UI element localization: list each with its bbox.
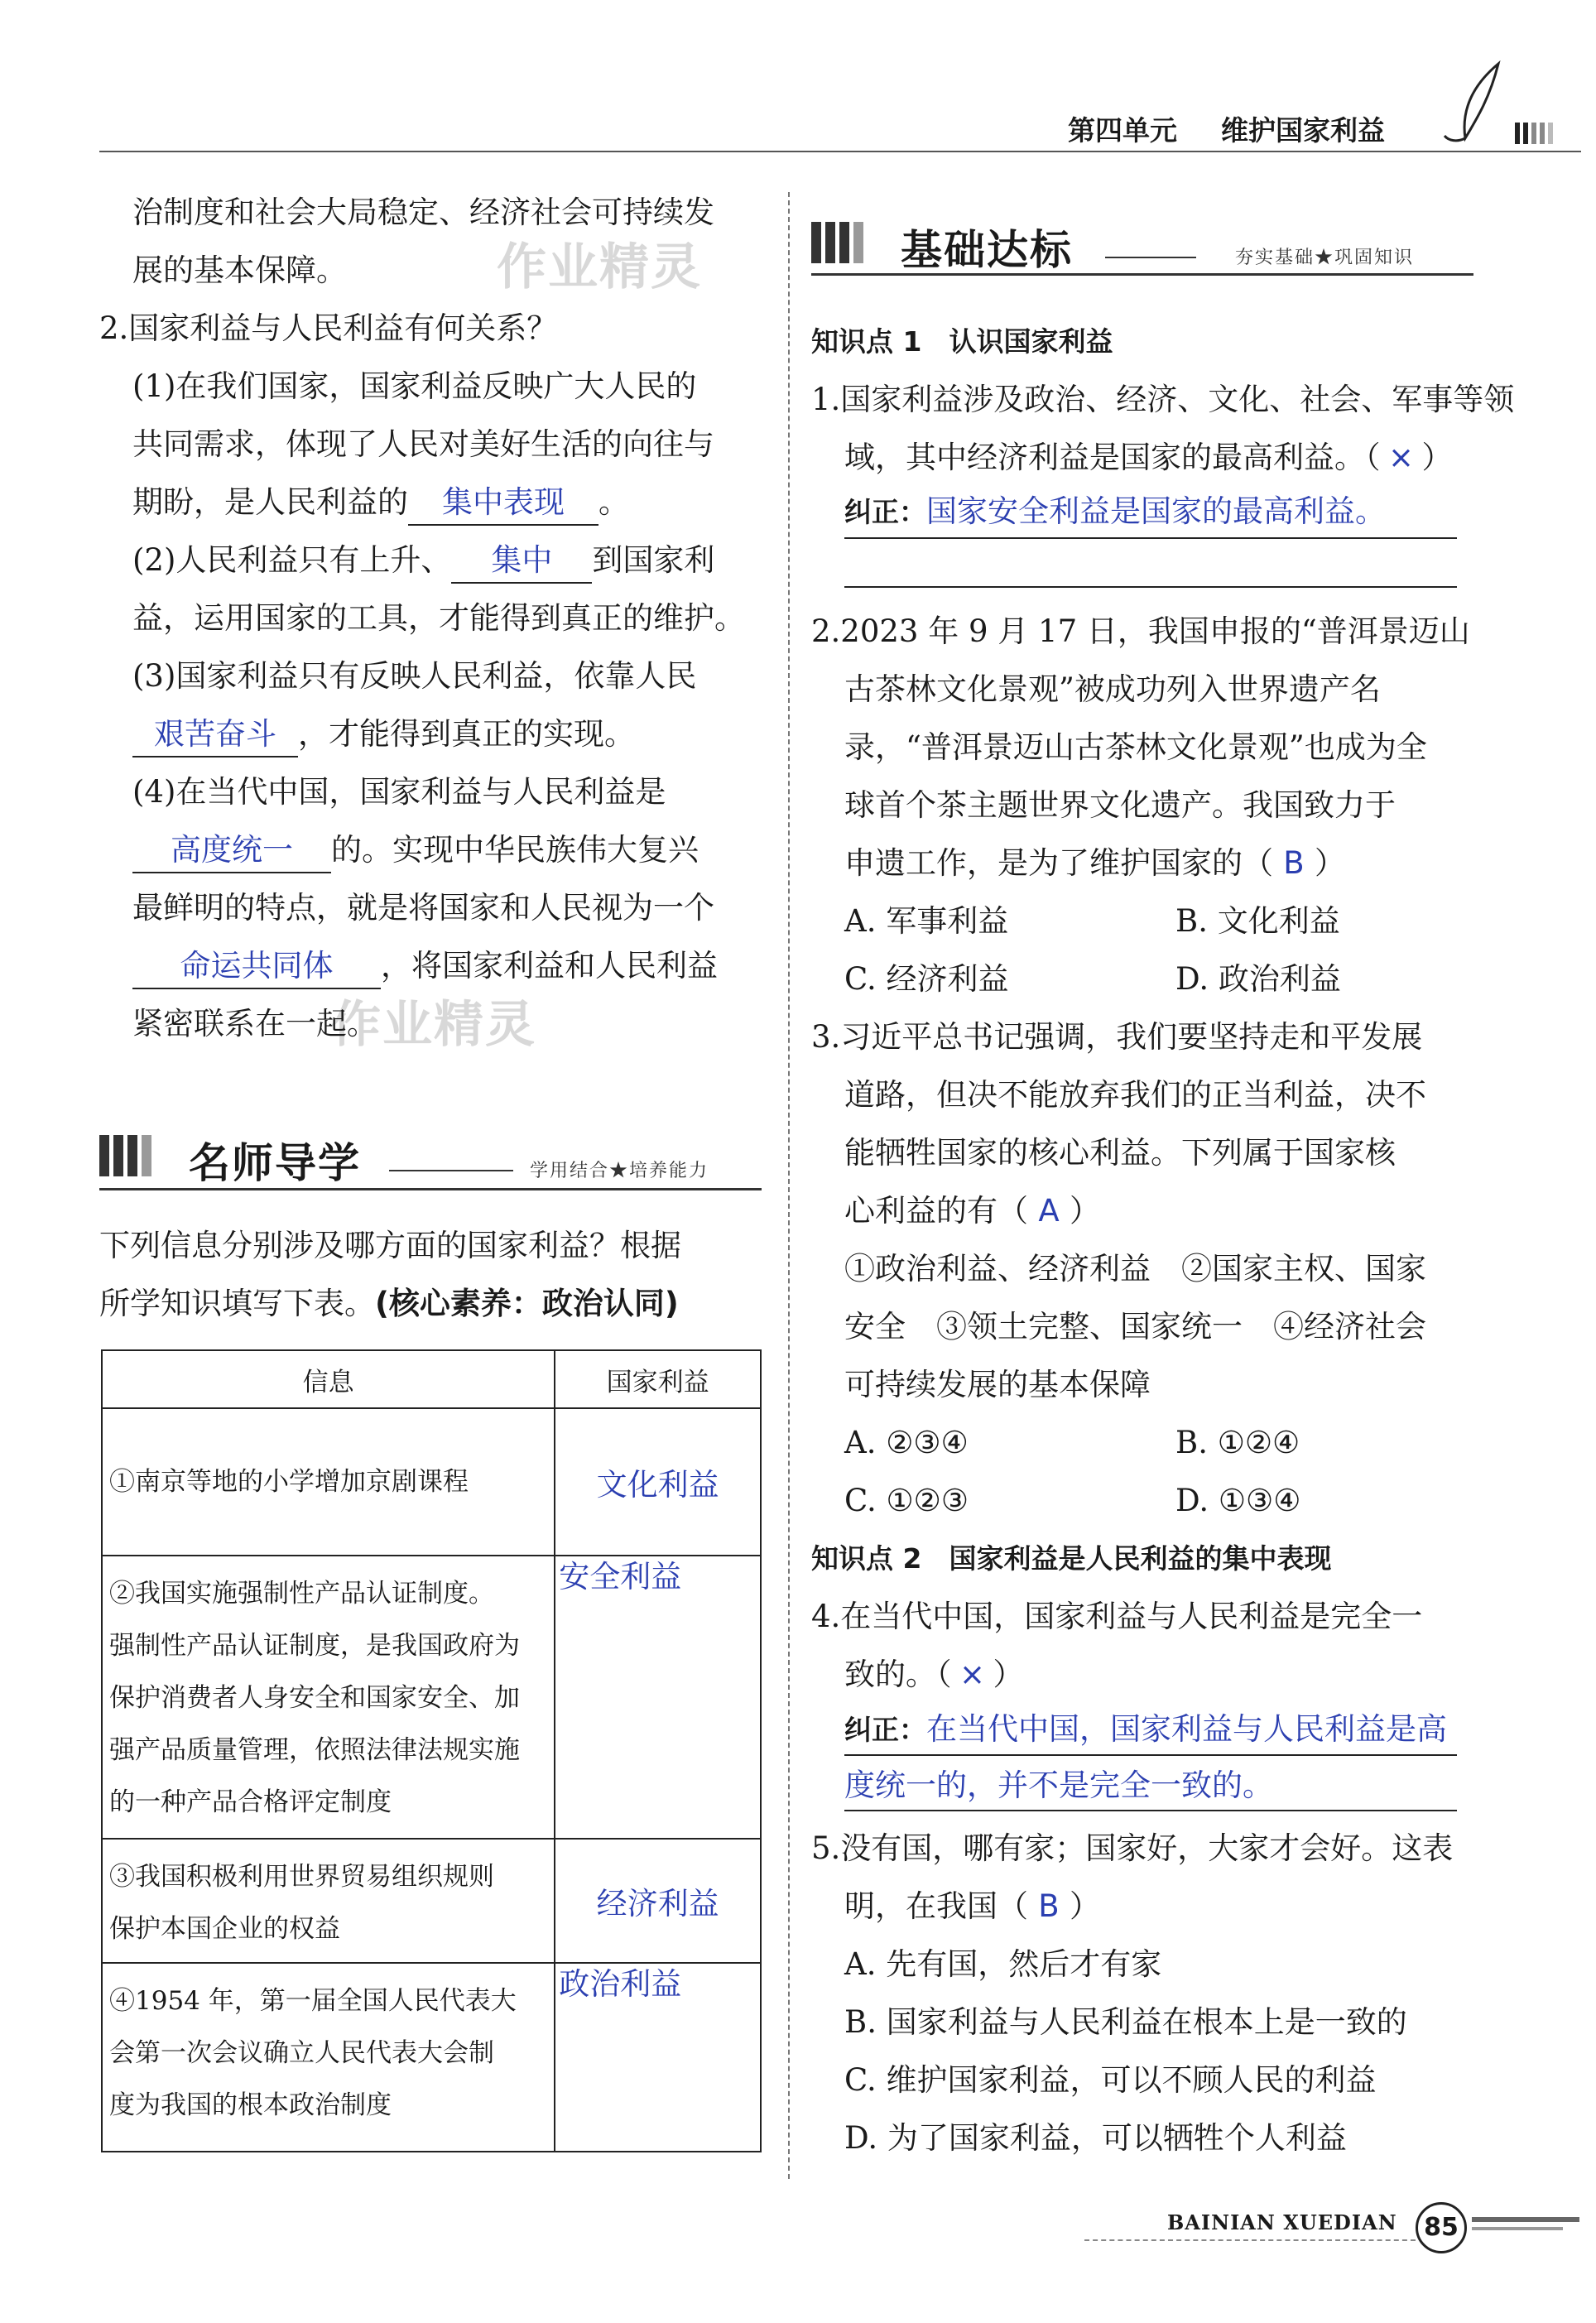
- option: A. ②③④: [844, 1425, 969, 1460]
- q2-line: 录，“普洱景迈山古茶林文化景观”也成为全: [844, 729, 1427, 765]
- option: A. 军事利益: [844, 903, 1009, 939]
- info-line: 保护本国企业的权益: [109, 1914, 340, 1944]
- fill-answer: 艰苦奋斗: [132, 713, 298, 758]
- question-2-title: 2.国家利益与人民利益有何关系？: [99, 310, 558, 346]
- correction-label: 纠正：: [844, 496, 926, 528]
- q3-items: 可持续发展的基本保障: [844, 1367, 1151, 1402]
- q3-line: [844, 1182, 1100, 1240]
- header-bars: [1515, 123, 1553, 147]
- option: B. ①②④: [1175, 1425, 1300, 1460]
- option: A. 先有国，然后才有家: [844, 1946, 1162, 1982]
- correction-text: 国家安全利益是国家的最高利益。: [926, 493, 1386, 529]
- page-header: [1068, 109, 1385, 148]
- q3-answer: A: [1038, 1193, 1060, 1229]
- q3-text: 心利益的有（: [844, 1193, 1028, 1229]
- info-table: [101, 1349, 762, 2152]
- answer-cell: 经济利益: [555, 1839, 761, 1963]
- option: B. 文化利益: [1175, 903, 1340, 939]
- q3-line: 能牺牲国家的核心利益。下列属于国家核: [844, 1135, 1396, 1171]
- q4-text: 致的。（: [844, 1657, 952, 1692]
- q2-line: 球首个茶主题世界文化遗产。我国致力于: [844, 787, 1396, 823]
- info-line: ②我国实施强制性产品认证制度。: [109, 1579, 494, 1609]
- task-text: 所学知识填写下表。: [99, 1286, 375, 1321]
- q5-line: [844, 1878, 1100, 1936]
- footer-stripe: [1472, 2217, 1579, 2222]
- info-line: ①南京等地的小学增加京剧课程: [109, 1466, 469, 1497]
- info-line: 强制性产品认证制度，是我国政府为: [109, 1631, 520, 1661]
- point-4-line: 最鲜明的特点，就是将国家和人民视为一个: [132, 890, 714, 926]
- answer-cell: 文化利益: [555, 1408, 761, 1556]
- q5-text: 明，在我国（: [844, 1888, 1028, 1924]
- q2-line: [844, 834, 1345, 892]
- q5-line: 5.没有国，哪有家；国家好，大家才会好。这表: [811, 1830, 1454, 1866]
- info-line: 保护消费者人身安全和国家安全、加: [109, 1683, 520, 1713]
- info-line: 强产品质量管理，依照法律法规实施: [109, 1735, 520, 1765]
- point-2-line: 益，运用国家的工具，才能得到真正的维护。: [132, 600, 745, 636]
- blank-line: [844, 586, 1457, 588]
- fill-answer: 集中表现: [408, 481, 598, 526]
- section-subtitle: 夯实基础★巩固知识: [1235, 248, 1415, 268]
- point-1-text: 期盼，是人民利益的: [132, 484, 408, 520]
- core-literacy: (核心素养：政治认同): [375, 1286, 679, 1321]
- q3-line: 道路，但决不能放弃我们的正当利益，决不: [844, 1077, 1426, 1113]
- q3-text: ）: [1070, 1193, 1100, 1229]
- answer-cell: 政治利益: [555, 1963, 761, 2152]
- info-line: 会第一次会议确立人民代表大会制: [109, 2038, 494, 2068]
- correction-label: 纠正：: [844, 1714, 926, 1746]
- info-cell: [102, 1963, 555, 2152]
- point-1-text: 。: [598, 484, 629, 520]
- table-row: [102, 1556, 761, 1839]
- footer: [1084, 2202, 1581, 2252]
- point-3-line: (3)国家利益只有反映人民利益，依靠人民: [132, 658, 697, 694]
- fill-answer: 高度统一: [132, 829, 331, 873]
- q4-text: ）: [993, 1657, 1024, 1692]
- table-header: 国家利益: [555, 1350, 761, 1408]
- point-4-text: ，将国家利益和人民利益: [381, 948, 718, 984]
- footer-rule: [1084, 2239, 1416, 2241]
- option: D. 政治利益: [1175, 961, 1341, 997]
- header-rule: [99, 151, 1581, 152]
- unit-title: 维护国家利益: [1221, 114, 1385, 147]
- option: C. ①②③: [844, 1483, 969, 1518]
- section-title: 基础达标: [901, 226, 1073, 274]
- option: D. ①③④: [1175, 1483, 1301, 1518]
- info-line: 的一种产品合格评定制度: [109, 1787, 392, 1817]
- info-cell: [102, 1839, 555, 1963]
- knowledge-point-2: 知识点 2 国家利益是人民利益的集中表现: [811, 1542, 1332, 1575]
- table-header: 信息: [102, 1350, 555, 1408]
- point-1-line: [132, 474, 629, 531]
- section-title: 名师导学: [189, 1139, 361, 1187]
- point-2-line: [132, 531, 714, 589]
- q1-line: 1.国家利益涉及政治、经济、文化、社会、军事等领: [811, 382, 1515, 417]
- table-header-row: [102, 1350, 761, 1408]
- info-line: ④1954 年，第一届全国人民代表大: [109, 1986, 517, 2016]
- point-2-text: 到国家利: [592, 542, 715, 578]
- quill-icon: [1440, 60, 1523, 151]
- info-cell: [102, 1556, 555, 1839]
- task-line: 下列信息分别涉及哪方面的国家利益？根据: [99, 1228, 681, 1263]
- q2-text: ）: [1315, 845, 1345, 881]
- intro-line: 展的基本保障。: [132, 252, 347, 288]
- info-line: ③我国积极利用世界贸易组织规则: [109, 1862, 494, 1892]
- point-2-text: (2)人民利益只有上升、: [132, 542, 452, 578]
- q3-line: 3.习近平总书记强调，我们要坚持走和平发展: [811, 1019, 1423, 1055]
- column-divider: [788, 192, 790, 2179]
- option: D. 为了国家利益，可以牺牲个人利益: [844, 2120, 1347, 2156]
- point-4-line: 紧密联系在一起。: [132, 1006, 377, 1041]
- footer-stripe: [1472, 2227, 1563, 2230]
- q2-line: 2.2023 年 9 月 17 日，我国申报的“普洱景迈山: [811, 613, 1470, 649]
- q1-answer: ×: [1387, 440, 1414, 475]
- section-header-guide: [99, 1130, 762, 1190]
- q4-correction: [844, 1705, 1457, 1756]
- point-3-line: [132, 705, 635, 763]
- point-1-line: (1)在我们国家，国家利益反映广大人民的: [132, 368, 697, 404]
- option: B. 国家利益与人民利益在根本上是一致的: [844, 2004, 1407, 2040]
- q2-line: 古茶林文化景观”被成功列入世界遗产名: [844, 671, 1381, 707]
- knowledge-point-1: 知识点 1 认识国家利益: [811, 325, 1113, 358]
- table-row: [102, 1839, 761, 1963]
- q1-correction: [844, 487, 1457, 539]
- q3-items: ①政治利益、经济利益 ②国家主权、国家: [844, 1251, 1426, 1287]
- q5-answer: B: [1038, 1888, 1060, 1924]
- q1-text: ）: [1421, 440, 1453, 475]
- q3-items: 安全 ③领土完整、国家统一 ④经济社会: [844, 1309, 1426, 1344]
- watermark: 作业精灵: [331, 996, 536, 1054]
- intro-line: 治制度和社会大局稳定、经济社会可持续发: [132, 195, 714, 230]
- q2-text: 申遗工作，是为了维护国家的（: [844, 845, 1273, 881]
- point-4-text: 的。实现中华民族伟大复兴: [331, 832, 699, 868]
- option: C. 维护国家利益，可以不顾人民的利益: [844, 2062, 1377, 2098]
- task-line: [99, 1275, 679, 1333]
- info-cell: [102, 1408, 555, 1556]
- q4-line: [844, 1646, 1024, 1704]
- info-line: 度为我国的根本政治制度: [109, 2090, 392, 2120]
- section-subtitle: 学用结合★培养能力: [530, 1161, 709, 1181]
- table-row: [102, 1963, 761, 2152]
- watermark: 作业精灵: [497, 238, 702, 296]
- q1-line: [844, 429, 1453, 487]
- q5-text: ）: [1070, 1888, 1100, 1924]
- point-4-line: [132, 937, 718, 995]
- fill-answer: 集中: [451, 539, 592, 584]
- option: C. 经济利益: [844, 961, 1009, 997]
- q1-text: 域，其中经济利益是国家的最高利益。（: [844, 440, 1381, 475]
- correction-text: 度统一的，并不是完全一致的。: [844, 1762, 1457, 1811]
- point-4-line: [132, 821, 699, 879]
- q2-answer: B: [1283, 845, 1305, 881]
- correction-text: 在当代中国，国家利益与人民利益是高: [926, 1711, 1447, 1747]
- point-1-line: 共同需求，体现了人民对美好生活的向往与: [132, 426, 714, 462]
- fill-answer: 命运共同体: [132, 945, 381, 989]
- table-row: [102, 1408, 761, 1556]
- section-header-basics: [811, 217, 1473, 276]
- unit-label: 第四单元: [1068, 114, 1177, 147]
- q4-answer: ×: [959, 1657, 985, 1692]
- point-4-line: (4)在当代中国，国家利益与人民利益是: [132, 774, 666, 810]
- q4-line: 4.在当代中国，国家利益与人民利益是完全一: [811, 1599, 1423, 1634]
- answer-cell: 安全利益: [555, 1556, 761, 1839]
- footer-brand: BAINIAN XUEDIAN: [1167, 2210, 1397, 2234]
- page-number: 85: [1416, 2202, 1467, 2253]
- point-3-text: ，才能得到真正的实现。: [298, 716, 635, 752]
